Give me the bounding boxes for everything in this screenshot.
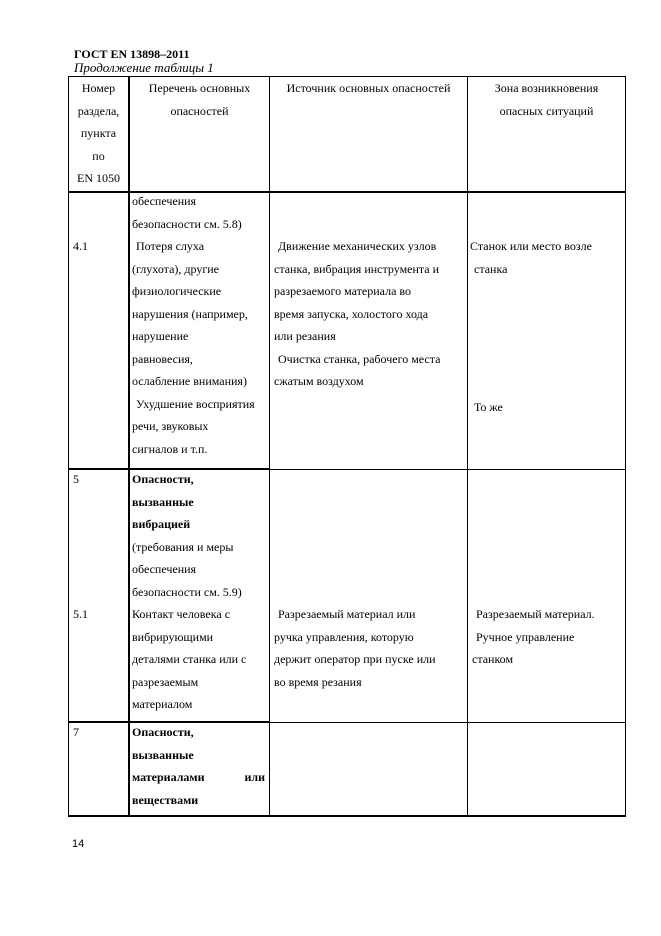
page-number: 14 (72, 838, 85, 850)
row2-subsection-number: 5.1 (73, 607, 88, 621)
row1-hazard-cell: обеспечения безопасности см. 5.8) Потеря слуха (глухота), другие физиологические нарушения (например, нарушение равновесия, ослабление внимания) Ухудшение восприятия речи, звуковых сигналов и т.п. (132, 194, 255, 456)
row3-section-number: 7 (73, 725, 79, 739)
header-section-number: Номер раздела, пункта по EN 1050 (77, 81, 120, 185)
row1-zone-cell: Станок или место возле станка (470, 239, 592, 276)
row2-source-cell: Разрезаемый материал или ручка управления, которую держит оператор при пуске или во время резания (274, 607, 436, 689)
page-header (74, 47, 214, 75)
header-hazard-zone: Зона возникновения опасных ситуаций (494, 81, 599, 118)
table-border-right (625, 76, 626, 817)
row3-justified-line: материалами или (132, 770, 265, 784)
header-hazard-list: Перечень основных опасностей (148, 81, 251, 118)
row-divider-2-right (270, 722, 626, 723)
hazards-table (68, 76, 626, 817)
row2-zone-cell: Разрезаемый материал. Ручное управление станком (472, 607, 595, 666)
standard-code: ГОСТ EN 13898–2011 (74, 47, 190, 61)
table-border-bottom (68, 815, 626, 817)
row1-source-cell: Движение механических узлов станка, вибрация инструмента и разрезаемого материала во время запуска, холостого хода или резания Очистка станка, рабочего места сжатым воздухом (274, 239, 441, 388)
row2-section-number: 5 (73, 472, 79, 486)
table-continuation-label: Продолжение таблицы 1 (74, 60, 214, 75)
row1-zone-same: То же (474, 400, 503, 414)
row2-hazard-cell: Опасности, вызванные вибрацией (требования и меры обеспечения безопасности см. 5.9) Контакт человека с вибрирующими деталями станка или с разрезаемым материалом (132, 472, 247, 711)
row-divider-1-right (270, 469, 626, 470)
row1-section-number: 4.1 (73, 239, 88, 253)
column-divider-2 (269, 76, 270, 817)
column-divider-1 (128, 76, 130, 817)
row3-hazard-cell: Опасности, вызванные материалами или веществами (132, 725, 265, 807)
header-hazard-source: Источник основных опасностей (286, 81, 451, 95)
column-divider-3 (467, 76, 468, 817)
